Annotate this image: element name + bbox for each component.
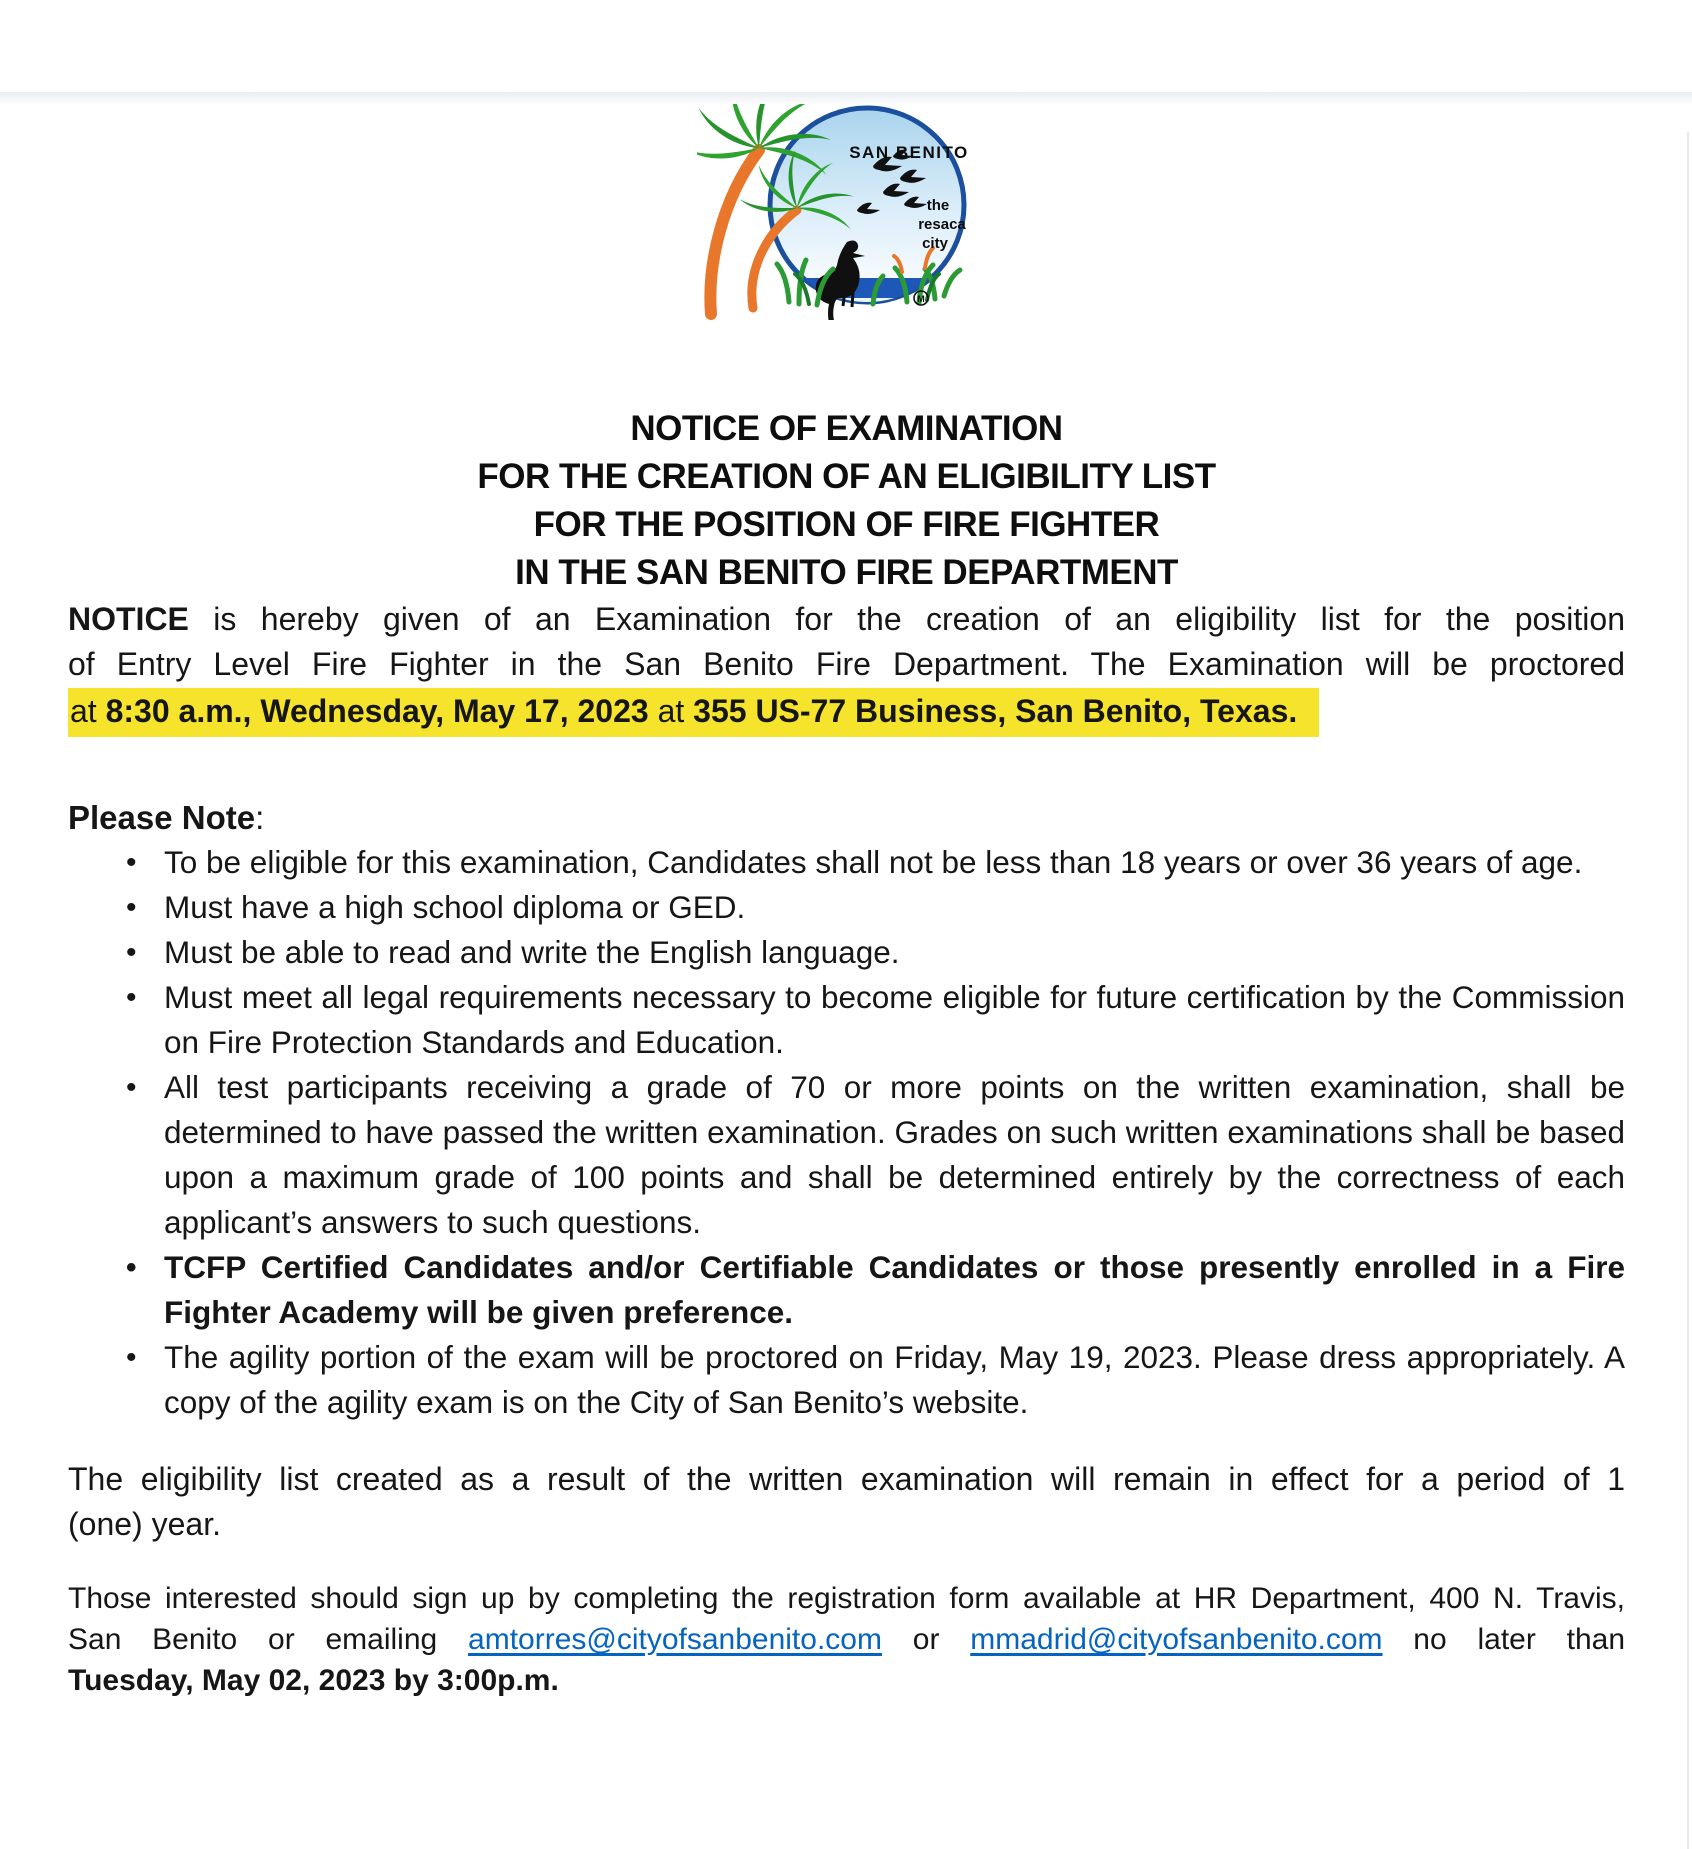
highlight-text-2: at <box>648 693 694 729</box>
scan-artifact-band <box>0 92 1692 104</box>
notice-line-2: of Entry Level Fire Fighter in the San Benito Fire Department. The Examination will be proctored <box>68 646 1625 682</box>
scan-artifact-edge <box>1687 132 1689 1849</box>
logo-tagline-the: the <box>926 197 949 214</box>
signup-line-2-post: no later than <box>1382 1623 1626 1656</box>
eligibility-paragraph <box>68 1457 1625 1547</box>
eligibility-line-1: The eligibility list created as a result of the written examination will remain in effect for a period of 1 <box>68 1461 1625 1497</box>
list-item-legal: • Must meet all legal requirements necessary to become eligible for future certification by the Commission on Fire Protection Standards and Education. <box>122 975 1625 1065</box>
exam-datetime: 8:30 a.m., Wednesday, May 17, 2023 <box>105 693 649 729</box>
notice-document <box>0 92 1692 1701</box>
notice-line-1-text: is hereby given of an Examination for the creation of an eligibility list for the position <box>188 601 1625 637</box>
title-line-1: NOTICE OF EXAMINATION <box>630 409 1063 448</box>
signup-line-2-pre: San Benito or emailing <box>68 1623 469 1656</box>
list-item-diploma: • Must have a high school diploma or GED. <box>122 885 1625 930</box>
exam-datetime-line <box>68 687 1625 735</box>
list-item-tcfp-preference: • TCFP Certified Candidates and/or Certifiable Candidates or those presently enrolled in a Fire Fighter Academy will be given preference. <box>122 1245 1625 1335</box>
logo-city-name: SAN BENITO <box>848 143 969 162</box>
logo-tagline-resaca: resaca <box>917 216 966 233</box>
svg-text:M: M <box>916 294 925 304</box>
logo-tagline-city: city <box>921 235 948 252</box>
signup-line-2-mid: or <box>881 1623 971 1656</box>
document-title <box>68 405 1625 597</box>
signup-deadline: Tuesday, May 02, 2023 by 3:00p.m. <box>68 1664 559 1697</box>
requirements-list <box>68 840 1625 1425</box>
signup-paragraph <box>68 1578 1625 1701</box>
title-line-3: FOR THE POSITION OF FIRE FIGHTER <box>533 505 1160 544</box>
signup-line-1: Those interested should sign up by completing the registration form available at HR Department, 400 N. Travis, <box>68 1582 1625 1615</box>
email-link-amtorres[interactable]: amtorres@cityofsanbenito.com <box>468 1623 882 1656</box>
title-line-2: FOR THE CREATION OF AN ELIGIBILITY LIST <box>477 457 1216 496</box>
city-logo <box>697 92 997 325</box>
list-item-english: • Must be able to read and write the English language. <box>122 930 1625 975</box>
list-item-age: • To be eligible for this examination, Candidates shall not be less than 18 years or over 36 years of age. <box>122 840 1625 885</box>
please-note-heading <box>68 799 1625 837</box>
please-note-colon: : <box>255 799 265 836</box>
notice-paragraph <box>68 597 1625 735</box>
city-seal-svg <box>697 92 997 320</box>
signup-line-2 <box>68 1619 1625 1660</box>
email-link-mmadrid[interactable]: mmadrid@cityofsanbenito.com <box>970 1623 1383 1656</box>
exam-location: 355 US-77 Business, San Benito, Texas. <box>693 693 1298 729</box>
title-line-4: IN THE SAN BENITO FIRE DEPARTMENT <box>515 553 1178 592</box>
notice-line-1 <box>68 597 1625 642</box>
highlight-text-1: at <box>70 693 106 729</box>
list-item-agility: • The agility portion of the exam will be proctored on Friday, May 19, 2023. Please dress appropriately. A copy of the agility exam is on the City of San Benito’s website. <box>122 1335 1625 1425</box>
notice-keyword: NOTICE <box>68 601 189 637</box>
please-note-label: Please Note <box>68 799 256 836</box>
eligibility-line-2: (one) year. <box>68 1506 221 1542</box>
list-item-grades: • All test participants receiving a grade of 70 or more points on the written examination, shall be determined to have passed the written examination. Grades on such written examinations shall be based upon a maximum grade of 100 points and shall be determined entirely by the correctness of each applicant’s answers to such questions. <box>122 1065 1625 1245</box>
